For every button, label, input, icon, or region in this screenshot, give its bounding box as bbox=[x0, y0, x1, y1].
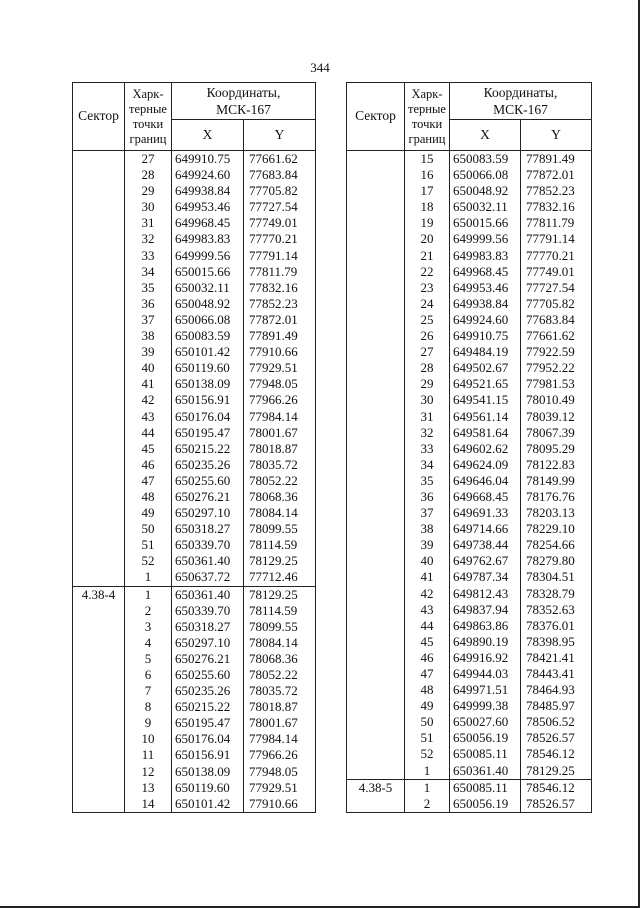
y-coordinate-cell: 78464.93 bbox=[521, 682, 592, 698]
x-coordinate-cell: 649762.67 bbox=[450, 553, 521, 569]
x-coordinate-cell: 650032.11 bbox=[450, 199, 521, 215]
point-number-cell: 12 bbox=[125, 764, 172, 780]
y-coordinate-cell: 77910.66 bbox=[244, 796, 316, 813]
y-coordinate-cell: 78526.57 bbox=[521, 796, 592, 813]
y-coordinate-cell: 78084.14 bbox=[244, 635, 316, 651]
coordinates-table-right bbox=[346, 82, 592, 813]
x-coordinate-cell: 649968.45 bbox=[450, 264, 521, 280]
point-number-cell: 2 bbox=[405, 796, 450, 813]
y-coordinate-cell: 78506.52 bbox=[521, 714, 592, 730]
y-coordinate-cell: 78010.49 bbox=[521, 392, 592, 408]
y-coordinate-cell: 77910.66 bbox=[244, 344, 316, 360]
header-x: X bbox=[172, 120, 244, 151]
x-coordinate-cell: 650138.09 bbox=[172, 376, 244, 392]
point-number-cell: 40 bbox=[405, 553, 450, 569]
y-coordinate-cell: 77832.16 bbox=[521, 199, 592, 215]
point-number-cell: 49 bbox=[405, 698, 450, 714]
point-number-cell: 32 bbox=[405, 425, 450, 441]
point-number-cell: 4 bbox=[125, 635, 172, 651]
point-number-cell: 1 bbox=[125, 586, 172, 603]
x-coordinate-cell: 649646.04 bbox=[450, 473, 521, 489]
point-number-cell: 47 bbox=[125, 473, 172, 489]
x-coordinate-cell: 649999.38 bbox=[450, 698, 521, 714]
x-coordinate-cell: 650101.42 bbox=[172, 796, 244, 813]
point-number-cell: 41 bbox=[125, 376, 172, 392]
y-coordinate-cell: 77952.22 bbox=[521, 360, 592, 376]
x-coordinate-cell: 650083.59 bbox=[450, 151, 521, 168]
y-coordinate-cell: 78122.83 bbox=[521, 457, 592, 473]
point-number-cell: 25 bbox=[405, 312, 450, 328]
x-coordinate-cell: 649890.19 bbox=[450, 634, 521, 650]
point-number-cell: 48 bbox=[405, 682, 450, 698]
header-y: Y bbox=[244, 120, 316, 151]
header-characteristic-points: Харк- терные точки границ bbox=[125, 83, 172, 151]
point-number-cell: 44 bbox=[405, 618, 450, 634]
x-coordinate-cell: 650318.27 bbox=[172, 521, 244, 537]
x-coordinate-cell: 649863.86 bbox=[450, 618, 521, 634]
point-number-cell: 44 bbox=[125, 425, 172, 441]
header-coordinates: Координаты, МСК-167 bbox=[172, 83, 316, 120]
x-coordinate-cell: 650339.70 bbox=[172, 603, 244, 619]
x-coordinate-cell: 649624.09 bbox=[450, 457, 521, 473]
point-number-cell: 31 bbox=[125, 215, 172, 231]
y-coordinate-cell: 78052.22 bbox=[244, 667, 316, 683]
point-number-cell: 43 bbox=[405, 602, 450, 618]
y-coordinate-cell: 78099.55 bbox=[244, 521, 316, 537]
x-coordinate-cell: 649837.94 bbox=[450, 602, 521, 618]
y-coordinate-cell: 78068.36 bbox=[244, 489, 316, 505]
y-coordinate-cell: 77770.21 bbox=[521, 248, 592, 264]
point-number-cell: 10 bbox=[125, 731, 172, 747]
y-coordinate-cell: 78095.29 bbox=[521, 441, 592, 457]
y-coordinate-cell: 78279.80 bbox=[521, 553, 592, 569]
y-coordinate-cell: 77661.62 bbox=[244, 151, 316, 168]
point-number-cell: 33 bbox=[125, 248, 172, 264]
y-coordinate-cell: 78114.59 bbox=[244, 603, 316, 619]
point-number-cell: 3 bbox=[125, 619, 172, 635]
point-number-cell: 34 bbox=[125, 264, 172, 280]
sector-cell bbox=[347, 151, 405, 780]
point-number-cell: 45 bbox=[405, 634, 450, 650]
x-coordinate-cell: 649924.60 bbox=[450, 312, 521, 328]
x-coordinate-cell: 649938.84 bbox=[172, 183, 244, 199]
x-coordinate-cell: 649971.51 bbox=[450, 682, 521, 698]
x-coordinate-cell: 650318.27 bbox=[172, 619, 244, 635]
point-number-cell: 49 bbox=[125, 505, 172, 521]
x-coordinate-cell: 650048.92 bbox=[172, 296, 244, 312]
point-number-cell: 30 bbox=[125, 199, 172, 215]
point-number-cell: 48 bbox=[125, 489, 172, 505]
y-coordinate-cell: 78035.72 bbox=[244, 683, 316, 699]
y-coordinate-cell: 77891.49 bbox=[521, 151, 592, 168]
x-coordinate-cell: 649953.46 bbox=[172, 199, 244, 215]
y-coordinate-cell: 78068.36 bbox=[244, 651, 316, 667]
x-coordinate-cell: 649541.15 bbox=[450, 392, 521, 408]
point-number-cell: 27 bbox=[405, 344, 450, 360]
sector-cell: 4.38-4 bbox=[73, 586, 125, 812]
y-coordinate-cell: 77683.84 bbox=[521, 312, 592, 328]
x-coordinate-cell: 649812.43 bbox=[450, 586, 521, 602]
y-coordinate-cell: 78328.79 bbox=[521, 586, 592, 602]
x-coordinate-cell: 650048.92 bbox=[450, 183, 521, 199]
y-coordinate-cell: 77832.16 bbox=[244, 280, 316, 296]
y-coordinate-cell: 78035.72 bbox=[244, 457, 316, 473]
x-coordinate-cell: 650215.22 bbox=[172, 441, 244, 457]
header-x: X bbox=[450, 120, 521, 151]
point-number-cell: 23 bbox=[405, 280, 450, 296]
x-coordinate-cell: 650235.26 bbox=[172, 683, 244, 699]
x-coordinate-cell: 650255.60 bbox=[172, 667, 244, 683]
y-coordinate-cell: 78114.59 bbox=[244, 537, 316, 553]
x-coordinate-cell: 650101.42 bbox=[172, 344, 244, 360]
y-coordinate-cell: 78546.12 bbox=[521, 779, 592, 796]
point-number-cell: 24 bbox=[405, 296, 450, 312]
y-coordinate-cell: 78149.99 bbox=[521, 473, 592, 489]
y-coordinate-cell: 78039.12 bbox=[521, 409, 592, 425]
table-row bbox=[347, 779, 592, 796]
y-coordinate-cell: 77661.62 bbox=[521, 328, 592, 344]
y-coordinate-cell: 77922.59 bbox=[521, 344, 592, 360]
x-coordinate-cell: 649691.33 bbox=[450, 505, 521, 521]
x-coordinate-cell: 650156.91 bbox=[172, 747, 244, 763]
y-coordinate-cell: 77966.26 bbox=[244, 392, 316, 408]
point-number-cell: 8 bbox=[125, 699, 172, 715]
x-coordinate-cell: 649916.92 bbox=[450, 650, 521, 666]
point-number-cell: 51 bbox=[125, 537, 172, 553]
x-coordinate-cell: 650056.19 bbox=[450, 730, 521, 746]
y-coordinate-cell: 78398.95 bbox=[521, 634, 592, 650]
header-characteristic-points: Харк- терные точки границ bbox=[405, 83, 450, 151]
y-coordinate-cell: 78018.87 bbox=[244, 699, 316, 715]
point-number-cell: 17 bbox=[405, 183, 450, 199]
header-sector: Сектор bbox=[347, 83, 405, 151]
point-number-cell: 41 bbox=[405, 569, 450, 585]
x-coordinate-cell: 649999.56 bbox=[172, 248, 244, 264]
point-number-cell: 35 bbox=[125, 280, 172, 296]
point-number-cell: 37 bbox=[125, 312, 172, 328]
header-y: Y bbox=[521, 120, 592, 151]
x-coordinate-cell: 650235.26 bbox=[172, 457, 244, 473]
y-coordinate-cell: 78067.39 bbox=[521, 425, 592, 441]
sector-cell bbox=[73, 151, 125, 587]
point-number-cell: 20 bbox=[405, 231, 450, 247]
x-coordinate-cell: 650361.40 bbox=[172, 586, 244, 603]
table-row bbox=[73, 151, 316, 168]
point-number-cell: 39 bbox=[125, 344, 172, 360]
point-number-cell: 40 bbox=[125, 360, 172, 376]
x-coordinate-cell: 649581.64 bbox=[450, 425, 521, 441]
x-coordinate-cell: 649910.75 bbox=[450, 328, 521, 344]
x-coordinate-cell: 650119.60 bbox=[172, 780, 244, 796]
y-coordinate-cell: 78203.13 bbox=[521, 505, 592, 521]
point-number-cell: 37 bbox=[405, 505, 450, 521]
point-number-cell: 32 bbox=[125, 231, 172, 247]
point-number-cell: 6 bbox=[125, 667, 172, 683]
point-number-cell: 51 bbox=[405, 730, 450, 746]
point-number-cell: 52 bbox=[405, 746, 450, 762]
y-coordinate-cell: 78129.25 bbox=[521, 763, 592, 780]
y-coordinate-cell: 78129.25 bbox=[244, 586, 316, 603]
x-coordinate-cell: 649521.65 bbox=[450, 376, 521, 392]
x-coordinate-cell: 650195.47 bbox=[172, 715, 244, 731]
point-number-cell: 35 bbox=[405, 473, 450, 489]
point-number-cell: 50 bbox=[405, 714, 450, 730]
point-number-cell: 45 bbox=[125, 441, 172, 457]
point-number-cell: 34 bbox=[405, 457, 450, 473]
point-number-cell: 42 bbox=[405, 586, 450, 602]
x-coordinate-cell: 650637.72 bbox=[172, 569, 244, 586]
x-coordinate-cell: 649484.19 bbox=[450, 344, 521, 360]
point-number-cell: 38 bbox=[125, 328, 172, 344]
y-coordinate-cell: 77705.82 bbox=[521, 296, 592, 312]
y-coordinate-cell: 78001.67 bbox=[244, 425, 316, 441]
x-coordinate-cell: 650119.60 bbox=[172, 360, 244, 376]
point-number-cell: 31 bbox=[405, 409, 450, 425]
x-coordinate-cell: 650255.60 bbox=[172, 473, 244, 489]
point-number-cell: 50 bbox=[125, 521, 172, 537]
x-coordinate-cell: 649561.14 bbox=[450, 409, 521, 425]
x-coordinate-cell: 650361.40 bbox=[172, 553, 244, 569]
y-coordinate-cell: 77929.51 bbox=[244, 780, 316, 796]
point-number-cell: 47 bbox=[405, 666, 450, 682]
point-number-cell: 43 bbox=[125, 409, 172, 425]
x-coordinate-cell: 649983.83 bbox=[450, 248, 521, 264]
x-coordinate-cell: 650032.11 bbox=[172, 280, 244, 296]
y-coordinate-cell: 77981.53 bbox=[521, 376, 592, 392]
x-coordinate-cell: 650015.66 bbox=[172, 264, 244, 280]
x-coordinate-cell: 650195.47 bbox=[172, 425, 244, 441]
sector-cell: 4.38-5 bbox=[347, 779, 405, 812]
y-coordinate-cell: 77929.51 bbox=[244, 360, 316, 376]
y-coordinate-cell: 78443.41 bbox=[521, 666, 592, 682]
x-coordinate-cell: 649714.66 bbox=[450, 521, 521, 537]
x-coordinate-cell: 650176.04 bbox=[172, 409, 244, 425]
y-coordinate-cell: 77727.54 bbox=[244, 199, 316, 215]
point-number-cell: 33 bbox=[405, 441, 450, 457]
y-coordinate-cell: 77852.23 bbox=[244, 296, 316, 312]
point-number-cell: 36 bbox=[405, 489, 450, 505]
point-number-cell: 11 bbox=[125, 747, 172, 763]
x-coordinate-cell: 649738.44 bbox=[450, 537, 521, 553]
x-coordinate-cell: 649910.75 bbox=[172, 151, 244, 168]
table-row bbox=[73, 586, 316, 603]
y-coordinate-cell: 78254.66 bbox=[521, 537, 592, 553]
y-coordinate-cell: 78546.12 bbox=[521, 746, 592, 762]
x-coordinate-cell: 650276.21 bbox=[172, 651, 244, 667]
point-number-cell: 1 bbox=[405, 779, 450, 796]
y-coordinate-cell: 77791.14 bbox=[521, 231, 592, 247]
y-coordinate-cell: 78099.55 bbox=[244, 619, 316, 635]
point-number-cell: 28 bbox=[405, 360, 450, 376]
table-row bbox=[347, 151, 592, 168]
point-number-cell: 22 bbox=[405, 264, 450, 280]
x-coordinate-cell: 650176.04 bbox=[172, 731, 244, 747]
y-coordinate-cell: 77749.01 bbox=[244, 215, 316, 231]
y-coordinate-cell: 78084.14 bbox=[244, 505, 316, 521]
point-number-cell: 26 bbox=[405, 328, 450, 344]
y-coordinate-cell: 77811.79 bbox=[244, 264, 316, 280]
x-coordinate-cell: 650138.09 bbox=[172, 764, 244, 780]
x-coordinate-cell: 650085.11 bbox=[450, 779, 521, 796]
point-number-cell: 46 bbox=[125, 457, 172, 473]
point-number-cell: 28 bbox=[125, 167, 172, 183]
x-coordinate-cell: 650027.60 bbox=[450, 714, 521, 730]
x-coordinate-cell: 650276.21 bbox=[172, 489, 244, 505]
y-coordinate-cell: 78421.41 bbox=[521, 650, 592, 666]
y-coordinate-cell: 78526.57 bbox=[521, 730, 592, 746]
point-number-cell: 27 bbox=[125, 151, 172, 168]
point-number-cell: 1 bbox=[125, 569, 172, 586]
header-sector: Сектор bbox=[73, 83, 125, 151]
y-coordinate-cell: 77770.21 bbox=[244, 231, 316, 247]
x-coordinate-cell: 649787.34 bbox=[450, 569, 521, 585]
x-coordinate-cell: 650339.70 bbox=[172, 537, 244, 553]
x-coordinate-cell: 650083.59 bbox=[172, 328, 244, 344]
y-coordinate-cell: 77891.49 bbox=[244, 328, 316, 344]
x-coordinate-cell: 650066.08 bbox=[450, 167, 521, 183]
point-number-cell: 21 bbox=[405, 248, 450, 264]
point-number-cell: 42 bbox=[125, 392, 172, 408]
point-number-cell: 18 bbox=[405, 199, 450, 215]
point-number-cell: 1 bbox=[405, 763, 450, 780]
y-coordinate-cell: 77811.79 bbox=[521, 215, 592, 231]
y-coordinate-cell: 78001.67 bbox=[244, 715, 316, 731]
x-coordinate-cell: 650297.10 bbox=[172, 635, 244, 651]
y-coordinate-cell: 78485.97 bbox=[521, 698, 592, 714]
y-coordinate-cell: 77984.14 bbox=[244, 731, 316, 747]
x-coordinate-cell: 650361.40 bbox=[450, 763, 521, 780]
y-coordinate-cell: 77872.01 bbox=[244, 312, 316, 328]
y-coordinate-cell: 77712.46 bbox=[244, 569, 316, 586]
x-coordinate-cell: 649502.67 bbox=[450, 360, 521, 376]
point-number-cell: 29 bbox=[125, 183, 172, 199]
y-coordinate-cell: 77948.05 bbox=[244, 764, 316, 780]
point-number-cell: 9 bbox=[125, 715, 172, 731]
x-coordinate-cell: 650015.66 bbox=[450, 215, 521, 231]
x-coordinate-cell: 649938.84 bbox=[450, 296, 521, 312]
y-coordinate-cell: 77948.05 bbox=[244, 376, 316, 392]
header-coordinates: Координаты, МСК-167 bbox=[450, 83, 592, 120]
y-coordinate-cell: 77984.14 bbox=[244, 409, 316, 425]
point-number-cell: 16 bbox=[405, 167, 450, 183]
point-number-cell: 29 bbox=[405, 376, 450, 392]
y-coordinate-cell: 77852.23 bbox=[521, 183, 592, 199]
y-coordinate-cell: 77705.82 bbox=[244, 183, 316, 199]
y-coordinate-cell: 78304.51 bbox=[521, 569, 592, 585]
x-coordinate-cell: 649953.46 bbox=[450, 280, 521, 296]
x-coordinate-cell: 649999.56 bbox=[450, 231, 521, 247]
x-coordinate-cell: 650066.08 bbox=[172, 312, 244, 328]
y-coordinate-cell: 78176.76 bbox=[521, 489, 592, 505]
x-coordinate-cell: 649602.62 bbox=[450, 441, 521, 457]
x-coordinate-cell: 649983.83 bbox=[172, 231, 244, 247]
x-coordinate-cell: 649668.45 bbox=[450, 489, 521, 505]
x-coordinate-cell: 650085.11 bbox=[450, 746, 521, 762]
y-coordinate-cell: 77872.01 bbox=[521, 167, 592, 183]
point-number-cell: 38 bbox=[405, 521, 450, 537]
point-number-cell: 52 bbox=[125, 553, 172, 569]
x-coordinate-cell: 650297.10 bbox=[172, 505, 244, 521]
point-number-cell: 7 bbox=[125, 683, 172, 699]
point-number-cell: 14 bbox=[125, 796, 172, 813]
y-coordinate-cell: 78018.87 bbox=[244, 441, 316, 457]
point-number-cell: 46 bbox=[405, 650, 450, 666]
y-coordinate-cell: 78229.10 bbox=[521, 521, 592, 537]
x-coordinate-cell: 649924.60 bbox=[172, 167, 244, 183]
y-coordinate-cell: 78376.01 bbox=[521, 618, 592, 634]
x-coordinate-cell: 649968.45 bbox=[172, 215, 244, 231]
point-number-cell: 39 bbox=[405, 537, 450, 553]
y-coordinate-cell: 78052.22 bbox=[244, 473, 316, 489]
x-coordinate-cell: 650156.91 bbox=[172, 392, 244, 408]
point-number-cell: 5 bbox=[125, 651, 172, 667]
y-coordinate-cell: 77683.84 bbox=[244, 167, 316, 183]
y-coordinate-cell: 77966.26 bbox=[244, 747, 316, 763]
point-number-cell: 13 bbox=[125, 780, 172, 796]
point-number-cell: 2 bbox=[125, 603, 172, 619]
point-number-cell: 30 bbox=[405, 392, 450, 408]
y-coordinate-cell: 78352.63 bbox=[521, 602, 592, 618]
x-coordinate-cell: 650056.19 bbox=[450, 796, 521, 813]
y-coordinate-cell: 77749.01 bbox=[521, 264, 592, 280]
point-number-cell: 19 bbox=[405, 215, 450, 231]
y-coordinate-cell: 77791.14 bbox=[244, 248, 316, 264]
page-number: 344 bbox=[310, 60, 330, 75]
y-coordinate-cell: 78129.25 bbox=[244, 553, 316, 569]
x-coordinate-cell: 650215.22 bbox=[172, 699, 244, 715]
point-number-cell: 15 bbox=[405, 151, 450, 168]
x-coordinate-cell: 649944.03 bbox=[450, 666, 521, 682]
y-coordinate-cell: 77727.54 bbox=[521, 280, 592, 296]
point-number-cell: 36 bbox=[125, 296, 172, 312]
coordinates-table-left bbox=[72, 82, 316, 813]
